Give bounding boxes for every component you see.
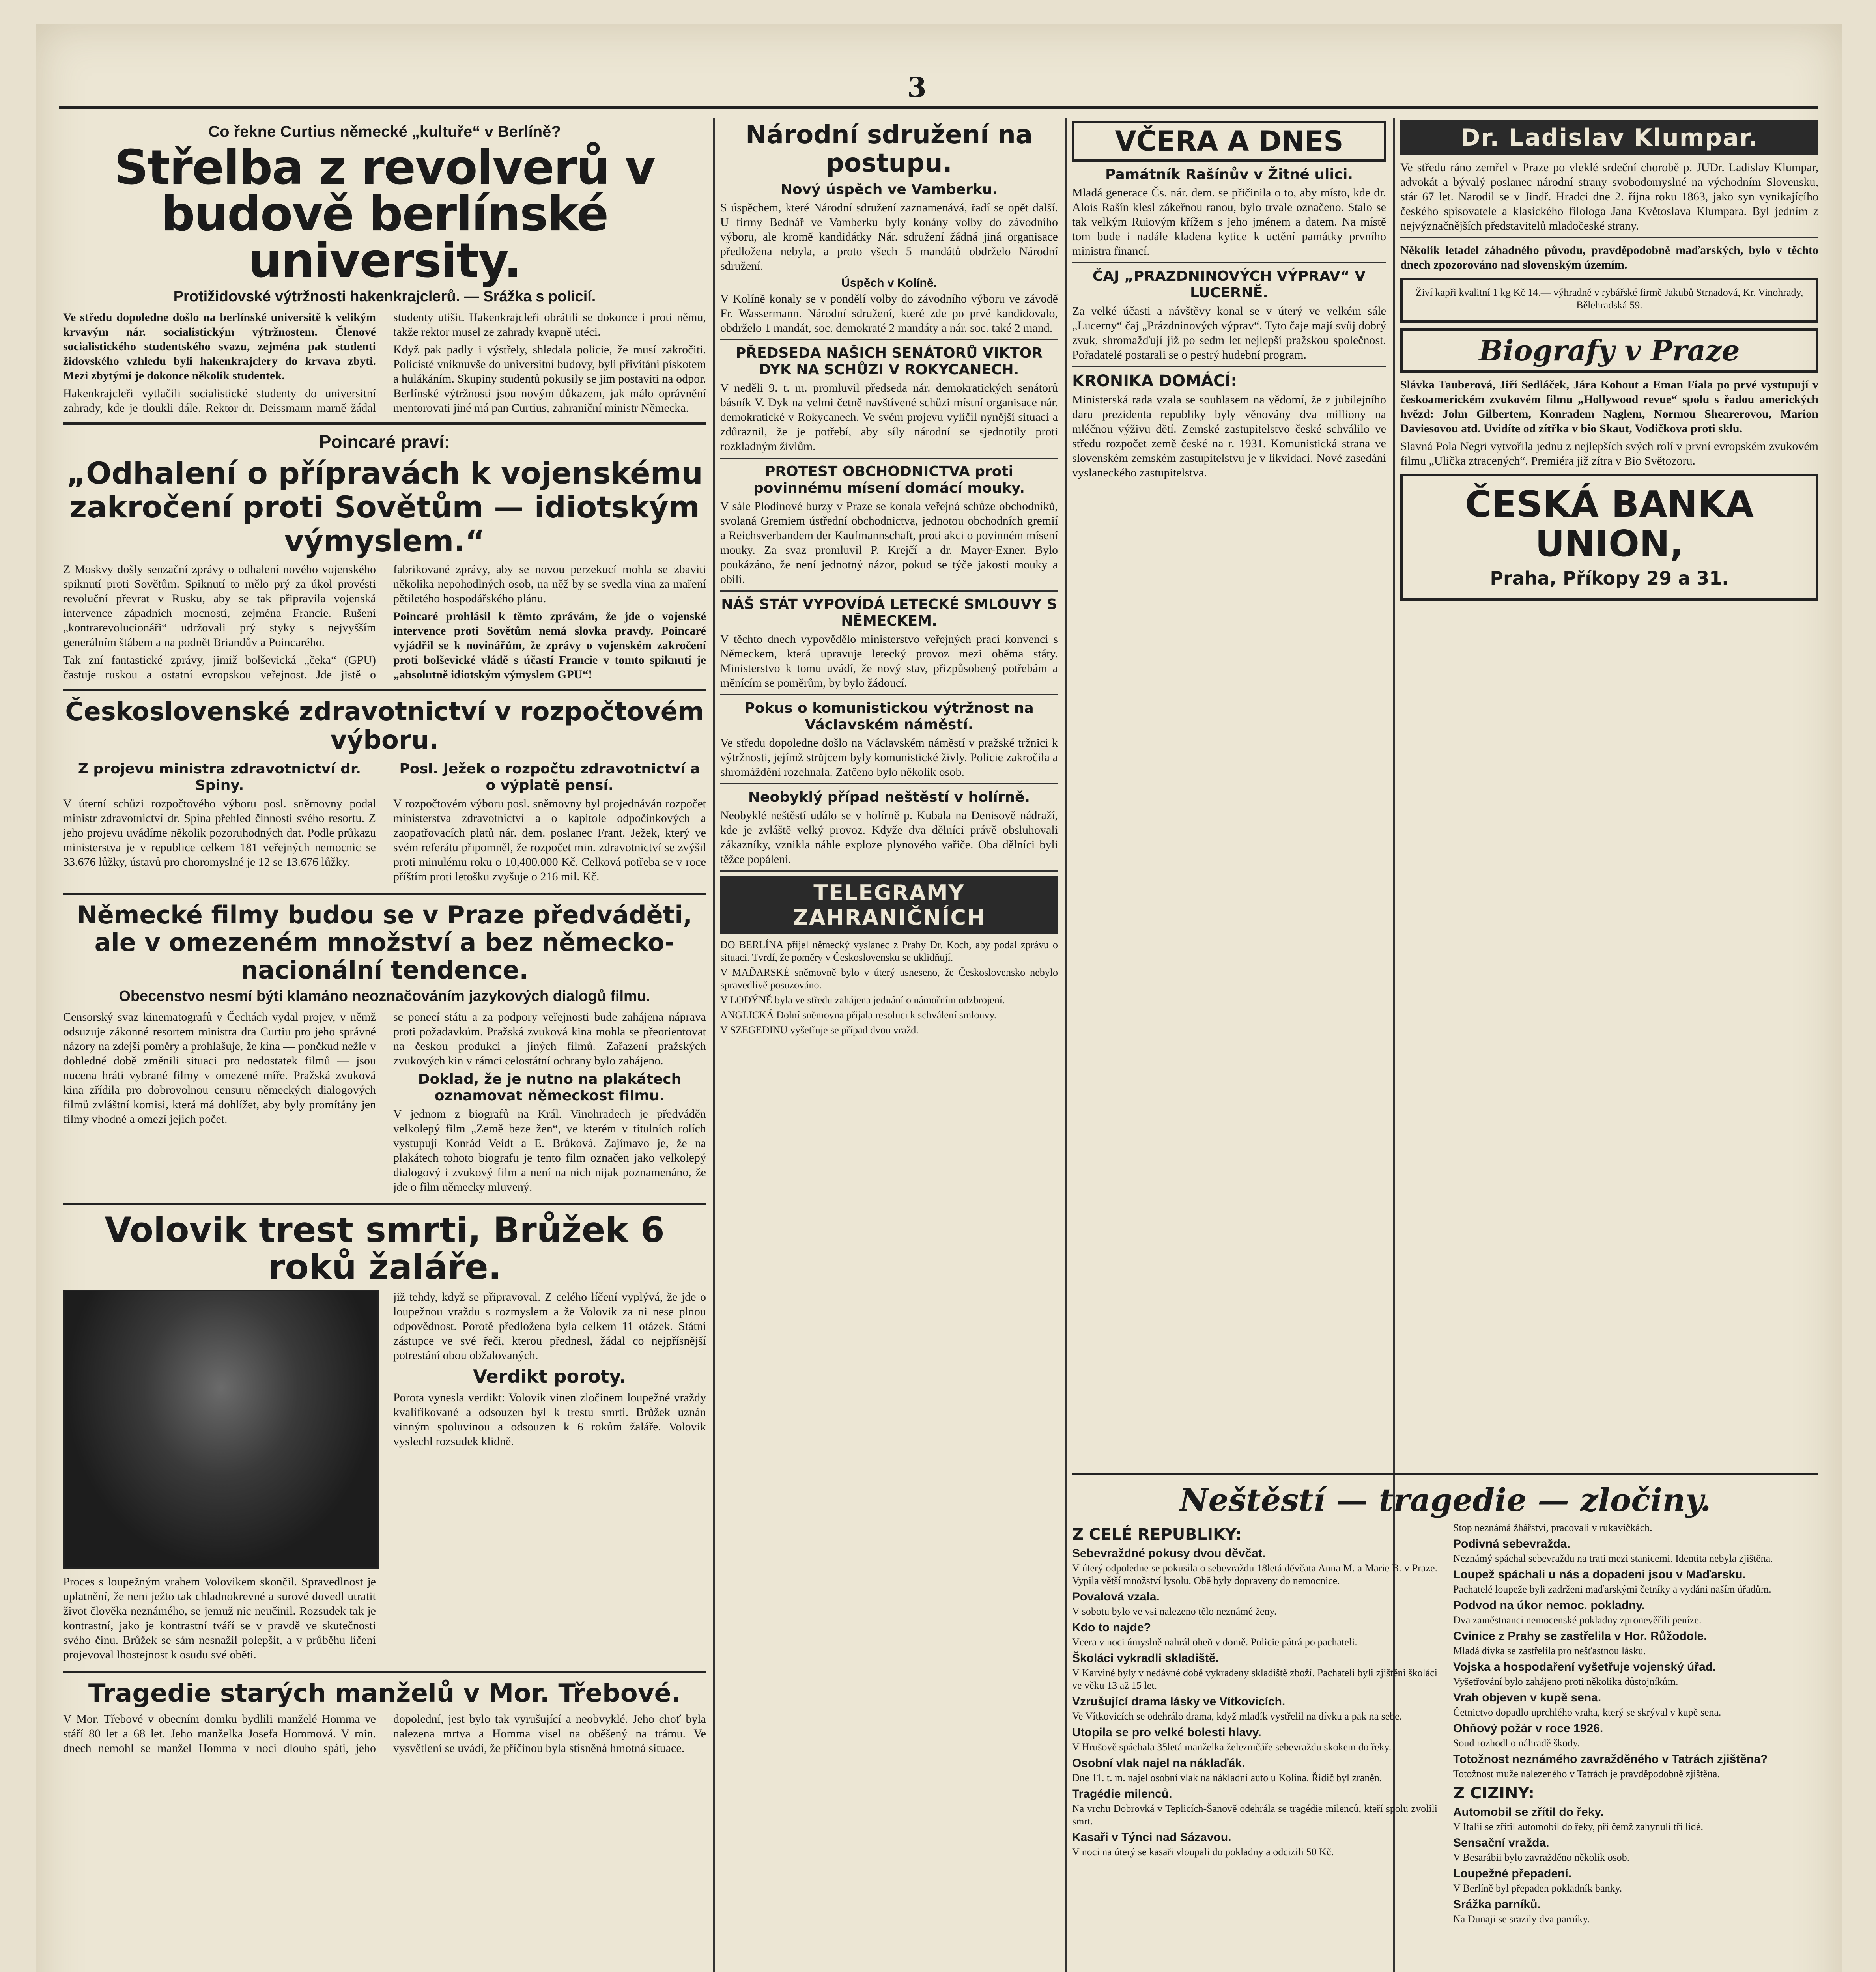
paragraph: Proces s loupežným vrahem Volovikem skončil. Spravedlnost je uplatnění, že neni ježto tak chladnokrevné a surové dovedl utratit život člověka neznámého, se jemuž nic neučinil. Rozsudek tak je kontrastní, jako je kontrastní tváří se v pravdě ve skutečnosti svého činu. Brůžek se sám nesnažil polepšit, a v průběhu líčení projevoval lhostejnost k osudu své oběti. xyxy=(63,1575,376,1661)
article-left xyxy=(63,758,376,887)
headline: Neobyklý případ neštěstí v holírně. xyxy=(748,789,1030,805)
item-text: V Hrušově spáchala 35letá manželka železničáře sebevraždu skokem do řeky. xyxy=(1072,1741,1392,1753)
subheadline: Nový úspěch ve Vamberku. xyxy=(780,181,998,198)
subheadline: Protižidovské výtržnosti hakenkrajclerů. — Srážka s policií. xyxy=(173,288,596,305)
divider xyxy=(720,590,1058,592)
paragraph: Hakenkrajcleři vytlačili socialistické studenty do universitní zahrady, kde je tloukli dále. Rektor dr. Deissmann marně žádal studenty utišit. Hakenkrajcleři obrátili se dokonce i proti němu, takže rektor musel ze zahrady kvapně utéci. xyxy=(63,311,706,415)
news-item xyxy=(1453,1660,1818,1688)
article-body xyxy=(63,562,706,683)
page-number: 3 xyxy=(907,71,927,104)
item-text: V úterý odpoledne se pokusila o sebevraždu 18letá děvčata Anna M. a Marie B. v Praze. Vypila větší množství lysolu. Obě byly dopraveny do nemocnice. xyxy=(1072,1562,1437,1586)
item-text: Pachatelé loupeže byli zadrženi maďarskými četníky a vydáni naším úřadům. xyxy=(1453,1584,1771,1595)
subheadline: Úspěch v Kolíně. xyxy=(841,276,937,289)
news-item xyxy=(1453,1806,1818,1833)
telegram-banner: TELEGRAMY ZAHRANIČNÍCH xyxy=(720,876,1058,934)
subheadline: Posl. Ježek o rozpočtu zdravotnictví a o výplatě pensí. xyxy=(399,761,700,794)
paragraph: Slávka Tauberová, Jiří Sedláček, Jára Kohout a Eman Fiala po prvé vystupují v českoamerickém zvukovém filmu „Hollywood revue“ spolu s řadou amerických hvězd: John Gilbertem, Konradem Naglem, Normou Shearerovou, Marion Daviesovou atd. Uvidíte od zítřka v bio Skaut, Vodičkova proti sklu. xyxy=(1400,378,1818,435)
headline: Neštěstí — tragedie — zločiny. xyxy=(1179,1481,1711,1518)
item-head: Utopila se pro velké bolesti hlavy. xyxy=(1072,1726,1261,1739)
column-rule xyxy=(713,118,715,1972)
top-rule xyxy=(59,106,1818,109)
paragraph: Za velké účasti a návštěvy konal se v úterý ve velkém sále „Lucerny“ čaj „Prázdninových výprav“. Tyto čaje mají svůj dobrý zvuk, shromažďují již po sedm let nejlepší pražskou společnost. Pořadatelé postarali se o pestrý hudební program. xyxy=(1072,304,1386,361)
news-item xyxy=(1453,1836,1818,1864)
telegram-item: V LODÝNĚ byla ve středu zahájena jednání o námořním odzbrojení. xyxy=(720,994,1005,1006)
item-head: Ohňový požár v roce 1926. xyxy=(1453,1722,1603,1735)
paragraph: S úspěchem, které Národní sdružení zaznamenává, řadí se opět další. U firmy Bednář ve Vamberku byly konány volby do závodního výboru, ale kromě kandidátky Nár. sdružení žádná jiná organisace předložena nebyla, a proto všech 5 mandátů obdrželo Národní sdružení. xyxy=(720,201,1058,273)
divider xyxy=(720,694,1058,695)
news-item xyxy=(1072,1831,1437,1858)
article-body xyxy=(63,1010,706,1197)
biografy-banner xyxy=(1400,328,1818,373)
paragraph: Ve středu dopoledne došlo na Václavském náměstí v pražské tržnici k výtržnosti, jejímž strůjcem byly komunistické živly. Policie zakročila a shromáždění rozehnala. Zatčeno bylo několik osob. xyxy=(720,736,1058,779)
headline: ČAJ „PRAZDNINOVÝCH VÝPRAV“ V LUCERNĚ. xyxy=(1092,268,1366,301)
news-item xyxy=(1453,1537,1818,1565)
item-text: Ve Vítkovicích se odehrálo drama, když mladík vystřelil na dívku a pak na sebe. xyxy=(1072,1711,1402,1722)
bank-name: ČESKÁ BANKA UNION, xyxy=(1465,483,1754,565)
news-item xyxy=(1072,1787,1437,1828)
article-body xyxy=(63,758,706,887)
news-item xyxy=(1072,1757,1437,1784)
news-item xyxy=(1072,1621,1437,1649)
item-head: Tragédie milenců. xyxy=(1072,1787,1172,1800)
banner-title: Biografy v Praze xyxy=(1479,334,1740,367)
divider xyxy=(1400,237,1818,238)
section-heading: Z CELÉ REPUBLIKY: xyxy=(1072,1526,1242,1544)
telegram-item: DO BERLÍNA přijel německý vyslanec z Prahy Dr. Koch, aby podal zprávu o situaci. Tvrdí, že poměry v Československu se uklidňují. xyxy=(720,939,1058,963)
article-body xyxy=(63,1290,706,1665)
accidents-left xyxy=(1072,1522,1437,1928)
lead-paragraph: Ve středu dopoledne došlo na berlínské universitě k velikým krvavým nár. socialistickým výtržnostem. Členové socialistického studentského svazu, zejména pak studenti židovského vzhledu byli hakenkrajclery do krvava zbyti. Mezi zbytými je dokonce několik studentek. xyxy=(63,311,376,382)
paragraph: Ve středu ráno zemřel v Praze po vleklé srdeční chorobě p. JUDr. Ladislav Klumpar, advokát a bývalý poslanec národní strany svobodomyslné na východním Slovensku, stár 67 let. Narodil se v Jindř. Hradci dne 2. října roku 1863, jako syn vynikajícího českého spisovatele a klasického filologa Jana Květoslava Klumpara. Byl jedním z nejvýznačnějších představitelů mladočeské strany. xyxy=(1400,161,1818,232)
item-head: Podvod na úkor nemoc. pokladny. xyxy=(1453,1599,1645,1612)
item-text: Vcera v noci úmyslně nahrál oheň v domě. Policie pátrá po pachateli. xyxy=(1072,1636,1357,1648)
subheadline: Z projevu ministra zdravotnictví dr. Spiny. xyxy=(78,761,361,794)
paragraph: V jednom z biografů na Král. Vinohradech je předváděn velkolepý film „Země beze žen“, ve kterém v titulních rolích vystupují Konrád Veidt a E. Brůková. Zajímavo je, že na plakátech tohoto biografu je tento film označen jako velkolepý dialogový i zvukový film a není na nich nijak poznamenáno, že jde o film německy mluvený. xyxy=(393,1107,706,1193)
paragraph: V neděli 9. t. m. promluvil předseda nár. demokratických senátorů básník V. Dyk na velmi četně navštívené schůzi místní organisace nár. demokratické v Rokycanech. Ve svém projevu vylíčil nynější situaci a zdůraznil, že je potřebí, aby síly národní se sjednotily proti rozkladným živlům. xyxy=(720,381,1058,453)
middle-column xyxy=(720,118,1058,1972)
article-left xyxy=(63,1290,376,1665)
news-item xyxy=(1453,1599,1818,1627)
paragraph: Několik letadel záhadného původu, pravděpodobně maďarských, bylo v těchto dnech zpozorováno nad slovenským územím. xyxy=(1400,244,1818,271)
news-item xyxy=(1453,1691,1818,1719)
bank-advertisement xyxy=(1400,474,1818,601)
headline: „Odhalení o přípravách k vojenskému zakročení proti Sovětům — idiotským výmyslem.“ xyxy=(66,456,703,558)
item-text: Na Dunaji se srazily dva parníky. xyxy=(1453,1913,1590,1925)
news-item xyxy=(1453,1722,1818,1750)
bank-address: Praha, Příkopy 29 a 31. xyxy=(1490,568,1729,589)
accidents-right xyxy=(1453,1522,1818,1928)
headline: Německé filmy budou se v Praze předváděti, ale v omezeném množství a bez německo-nacionální tendence. xyxy=(77,900,693,984)
paragraph: Slavná Pola Negri vytvořila jednu z nejlepších svých rolí v první evropském zvukovém filmu „Ulička ztracených“. Premiéra již zítra v Bio Světozoru. xyxy=(1400,440,1818,467)
divider xyxy=(720,458,1058,459)
headline: NÁŠ STÁT VYPOVÍDÁ LETECKÉ SMLOUVY S NĚMECKEM. xyxy=(721,596,1057,629)
item-text: V noci na úterý se kasaři vloupali do pokladny a odcizili 50 Kč. xyxy=(1072,1846,1334,1858)
divider xyxy=(63,1671,706,1673)
paragraph: V Mor. Třebové v obecním domku bydlili manželé Homma ve stáří 80 let a 68 let. Jeho manželka Josefa Hommová. V min. dnech nemohl se manžel Homma v noci dlouho spáti, jeho dopolední, jest bylo tak vyrušující a neobvyklé. Jeho choť byla nalezena mrtva a Homma visel na oběšený na trámu. Ve vysvětlení se uvádí, že příčinou byla stísněná hmotná situace. xyxy=(63,1712,706,1755)
paragraph: Porota vynesla verdikt: Volovik vinen zločinem loupežné vraždy kvalifikované a odsouzen byl k trestu smrti. Brůžek uznán vinným spoluvinou a odsouzen k 6 rokům žaláře. Volovik vyslechl rozsudek klidně. xyxy=(393,1391,706,1448)
news-item xyxy=(1072,1652,1437,1692)
paragraph: Tak zní fantastické zprávy, jimiž bolševická „čeka“ (GPU) častuje ruskou a ostatní evropskou veřejnost. Jde jistě o fabrikované zprávy, aby se novou perzekucí mohla se zbaviti několika nepohodlných osob, na něž by se svedla vina za maření pětiletého hospodářského plánu. xyxy=(63,563,706,681)
item-text: Neznámý spáchal sebevraždu na trati mezi stanicemi. Identita nebyla zjištěna. xyxy=(1453,1553,1773,1564)
item-text: Mladá dívka se zastřelila pro nešťastnou lásku. xyxy=(1453,1645,1646,1656)
item-head: Kdo to najde? xyxy=(1072,1621,1151,1634)
headline: Památník Rašínův v Žitné ulici. xyxy=(1105,166,1353,183)
item-text: Dva zaměstnanci nemocenské pokladny zpronevěřili peníze. xyxy=(1453,1614,1702,1626)
news-item xyxy=(1453,1630,1818,1657)
item-head: Loupežné přepadení. xyxy=(1453,1867,1572,1880)
right-column xyxy=(1400,118,1818,1459)
subheadline: Doklad, že je nutno na plakátech oznamovat německost filmu. xyxy=(418,1071,682,1104)
section-heading: Z CIZINY: xyxy=(1453,1784,1535,1802)
item-text: V Karviné byly v nedávné době vykradeny skladiště zboží. Pachateli byli zjištěni školáci ve věku 13 až 15 let. xyxy=(1072,1667,1437,1691)
divider xyxy=(720,870,1058,872)
item-head: Cvinice z Prahy se zastřelila v Hor. Růžodole. xyxy=(1453,1630,1707,1643)
news-item xyxy=(1453,1753,1818,1780)
accidents-section xyxy=(1072,1467,1818,1972)
article-right xyxy=(393,1010,706,1197)
headline: Střelba z revolverů v budově berlínské university. xyxy=(114,140,655,288)
item-text: Na vrchu Dobrovká v Teplicích-Šanově odehrála se tragédie milenců, kteří spolu zvolili smrt. xyxy=(1072,1803,1437,1827)
paragraph: V úterní schůzi rozpočtového výboru posl. sněmovny podal ministr zdravotnictví dr. Spina přehled činnosti svého resortu. Z jeho projevu uvádíme několik pozoruhodných dat. Podle průkazu ministerstva je v republice celkem 181 veřejných nemocnic se 33.676 lůžky, ústavů pro choromyslné je 12 se 13.676 lůžky. xyxy=(63,797,376,868)
item-head: Povalová vzala. xyxy=(1072,1590,1160,1603)
section-heading: KRONIKA DOMÁCÍ: xyxy=(1072,372,1237,390)
item-text: Dne 11. t. m. najel osobní vlak na nákladní auto u Kolína. Řidič byl zraněn. xyxy=(1072,1772,1382,1783)
item-text: V Italii se zřítil automobil do řeky, při čemž zahynuli tři lidé. xyxy=(1453,1821,1703,1832)
item-text: Totožnost muže nalezeného v Tatrách je pravděpodobně zjištěna. xyxy=(1453,1768,1720,1780)
item-head: Podivná sebevražda. xyxy=(1453,1537,1570,1550)
paragraph: V sále Plodinové burzy v Praze se konala veřejná schůze obchodníků, svolaná Gremiem ústřední obchodnictva, jednotou obchodních gremií a Reichsverbandem der Kaufmannschaft, proti akci o povinném mísení mouky. Za svaz promluvil P. Krejčí a dr. Mayer-Exner. Bylo poukázáno, že není jednotný názor, pokud se týče jakosti mouky a obilí. xyxy=(720,500,1058,586)
news-item xyxy=(1453,1898,1818,1925)
item-text: Stop neznámá žhářství, pracovali v rukavičkách. xyxy=(1453,1522,1652,1533)
item-head: Loupež spáchali u nás a dopadeni jsou v Maďarsku. xyxy=(1453,1568,1746,1581)
item-head: Sensační vražda. xyxy=(1453,1836,1549,1849)
headline: Volovik trest smrti, Brůžek 6 roků žaláře. xyxy=(105,1210,665,1287)
item-head: Osobní vlak najel na náklaďák. xyxy=(1072,1757,1245,1770)
divider xyxy=(63,422,706,425)
telegram-item: V SZEGEDINU vyšetřuje se případ dvou vražd. xyxy=(720,1024,919,1036)
item-text: V sobotu bylo ve vsi nalezeno tělo neznámé ženy. xyxy=(1072,1606,1277,1617)
divider xyxy=(720,783,1058,784)
ad-text: Živí kapři kvalitní 1 kg Kč 14.— výhradně v rybářské firmě Jakubů Strnadová, Kr. Vinohrady, Bělehradská 59. xyxy=(1415,287,1803,311)
paragraph: Z Moskvy došly senzační zprávy o odhalení nového vojenského spiknutí proti Sovětům. Spiknutí to mělo prý za úkol provésti revoluční převrat v Rusku, aby se tak připravila vojenská intervence západních mocností, zejména Francie. Rušení „kontrarevolucionáři“ udržovali prý styky s nejvyšším generálním štábem a na podnět Briandův a Poincarého. xyxy=(63,563,376,649)
news-item xyxy=(1072,1695,1437,1723)
vcera-dnes-banner xyxy=(1072,121,1386,162)
item-head: Sebevraždné pokusy dvou děvčat. xyxy=(1072,1547,1266,1560)
left-column xyxy=(63,118,706,1972)
paragraph: již tehdy, když se připravoval. Z celého líčení vyplývá, že jde o loupežnou vraždu s rozmyslem a že Volovik za ni nese plnou odpovědnost. Porotě předložena byla celkem 11 otázek. Státní zástupce ve své řeči, kterou přednesl, žádal co nejpřísnější potrestání obou obžalovaných. xyxy=(393,1290,706,1362)
item-text: V Berlíně byl přepaden pokladník banky. xyxy=(1453,1882,1622,1894)
accidents-body xyxy=(1072,1522,1818,1928)
news-item xyxy=(1072,1590,1437,1618)
paragraph: Censorský svaz kinematografů v Čechách vydal projev, v němž odsuzuje zákonné resortem ministra dra Curtiu pro jeho správné názory na zdejší poměry a prohlašuje, že kina — pončkud nežle v dohledné době změnili situaci pro nedostatek filmů — jsou nucena hráti vybrané filmy v omezené míře. Pražská zvuková kina zřídila pro dobrovolnou censuru německých dialogových filmů zvláštní komisi, která má dohlížet, aby byly promítány jen filmy vhodné a omezí jejich počet. xyxy=(63,1010,376,1126)
subheadline: Obecenstvo nesmí býti klamáno neoznačováním jazykových dialogů filmu. xyxy=(119,988,650,1005)
kicker: Poincaré praví: xyxy=(319,431,450,452)
divider xyxy=(720,339,1058,340)
article-left xyxy=(63,1010,376,1197)
kicker: Co řekne Curtius německé „kultuře“ v Berlíně? xyxy=(208,123,561,140)
item-head: Vrah objeven v kupě sena. xyxy=(1453,1691,1601,1704)
news-item xyxy=(1072,1547,1437,1587)
item-head: Totožnost neznámého zavražděného v Tatrách zjištěna? xyxy=(1453,1753,1768,1766)
item-head: Vojska a hospodaření vyšetřuje vojenský úřad. xyxy=(1453,1660,1716,1673)
paragraph: Mladá generace Čs. nár. dem. se přičinila o to, aby místo, kde dr. Alois Rašín klesl zákeřnou ranou, bylo trvale označeno. Stalo se tak velkým Ruiovým křížem s jeho jménem a datem. Na místě tom bude i nadále kladena kytice k uctění památky prvního ministra financí. xyxy=(1072,186,1386,258)
headline: PROTEST OBCHODNICTVA proti povinnému mísení domácí mouky. xyxy=(753,463,1025,496)
headline: PŘEDSEDA NAŠICH SENÁTORŮ VIKTOR DYK NA SCHŮZI V ROKYCANECH. xyxy=(735,345,1043,378)
item-text: Četnictvo dopadlo uprchlého vraha, který se skrýval v kupě sena. xyxy=(1453,1707,1721,1718)
telegram-item: V MAĎARSKÉ sněmovně bylo v úterý usneseno, že Československo nebylo spravedlivě posuzováno. xyxy=(720,967,1058,991)
article-body xyxy=(63,310,706,417)
advertisement xyxy=(1400,278,1818,323)
item-head: Automobil se zřítil do řeky. xyxy=(1453,1806,1604,1819)
obituary-banner: Dr. Ladislav Klumpar. xyxy=(1400,120,1818,155)
portrait-photo xyxy=(63,1290,379,1569)
item-head: Školáci vykradli skladiště. xyxy=(1072,1652,1219,1665)
item-head: Srážka parníků. xyxy=(1453,1898,1541,1911)
paragraph: Když pak padly i výstřely, shledala policie, že musí zakročiti. Policisté vniknuvše do universitní budovy, byli přivítáni pískotem a hulákáním. Skupiny studentů pokusily se jim postaviti na odpor. Berlínské výtržnosti jsou novým důkazem, jak málo oprávnění mentorovati jiné má pan Curtius, zahraniční ministr Německa. xyxy=(393,343,706,415)
divider xyxy=(63,1203,706,1205)
paragraph: Neobyklé neštěstí událo se v holírně p. Kubala na Denisově nádraží, kde je zvláště velký provoz. Kdyže dva dělníci právě obsluhovali zákazníky, vznikla náhle exploze plynového vařiče. Oba dělníci byli těžce popáleni. xyxy=(720,809,1058,866)
paragraph: V těchto dnech vypovědělo ministerstvo veřejných prací konvenci s Německem, která upravuje letecký provoz mezi oběma státy. Ministerstvo k tomu uvádí, že nový stav, přizpůsobený potřebám a měnícím se poměrům, by bylo žádoucí. xyxy=(720,633,1058,689)
item-head: Vzrušující drama lásky ve Vítkovicích. xyxy=(1072,1695,1286,1708)
item-head: Kasaři v Týnci nad Sázavou. xyxy=(1072,1831,1231,1844)
item-text: Vyšetřování bylo zahájeno proti několika důstojníkům. xyxy=(1453,1676,1678,1687)
item-text: V Besarábii bylo zavražděno několik osob. xyxy=(1453,1852,1630,1863)
paragraph: V Kolíně konaly se v pondělí volby do závodního výboru ve závodě Fr. Wassermann. Národní sdružení, které zde po prvé kandidovalo, obdrželo 1 mandát, soc. demokraté 2 mandáty a nár. soc. také 2 mand. xyxy=(720,292,1058,334)
news-item xyxy=(1072,1726,1437,1754)
paragraph: se ponecí státu a za podpory veřejnosti bude zahájena náprava proti požadavkům. Pražská zvuková kina mohla se přeorientovat na českou produkci a jiných filmů. Zařazení pražských zvukových kin v rámci celostátní ochrany bylo zahájeno. xyxy=(393,1010,706,1067)
headline: Československé zdravotnictví v rozpočtovém výboru. xyxy=(65,697,704,755)
subheadline: Verdikt poroty. xyxy=(473,1366,626,1387)
headline: Tragedie starých manželů v Mor. Třebové. xyxy=(88,1679,681,1708)
paragraph: Ministerská rada vzala se souhlasem na vědomí, že z jubilejního daru prezidenta republiky byly věnovány dva milliony na mléčnou výživu dětí. Zemské zastupitelstvo české schválilo ve středu rozpočet země české na r. 1931. Komunistická strana ve slovenském zemském zastupitelstvu je v likvidaci. Nové zasedání vyslaneckého zastupitelstva. xyxy=(1072,393,1386,479)
divider xyxy=(1072,366,1386,367)
telegram-item: ANGLICKÁ Dolní sněmovna přijala resoluci k schválení smlouvy. xyxy=(720,1009,997,1021)
news-item xyxy=(1453,1568,1818,1596)
divider xyxy=(1072,1473,1818,1475)
headline: Národní sdružení na postupu. xyxy=(745,120,1033,178)
headline: Pokus o komunistickou výtržnost na Václavském náměstí. xyxy=(744,700,1034,733)
article-body xyxy=(63,1712,706,1757)
divider xyxy=(63,893,706,895)
paragraph: Poincaré prohlásil k těmto zprávám, že jde o vojenské intervence proti Sovětům nemá slovka pravdy. Poincaré vyjádřil se k novinářům, že zprávy o vojenském zakročení proti bolševické vládě s účastí Francie v tomto spiknutí je „absolutně idiotským výmyslem GPU“! xyxy=(393,610,706,681)
item-text: Soud rozhodl o náhradě škody. xyxy=(1453,1737,1580,1749)
divider xyxy=(63,689,706,691)
column-rule xyxy=(1065,118,1067,1972)
divider xyxy=(1072,262,1386,263)
news-item xyxy=(1453,1867,1818,1895)
article-right xyxy=(393,758,706,887)
paragraph: V rozpočtovém výboru posl. sněmovny byl projednáván rozpočet ministerstva zdravotnictví a o kapitole odpočinkových a zaopatřovacích platů nár. dem. poslanec Frant. Ježek, který ve svém referátu připomněl, že rozpočet min. zdravotnictví se zvýšil proti minulému roku o 10,400.000 Kč. Celková potřeba se v roce příštím proti letošku zvyšuje o 216 mil. Kč. xyxy=(393,797,706,883)
article-right xyxy=(393,1290,706,1665)
banner-title: VČERA A DNES xyxy=(1115,125,1343,157)
